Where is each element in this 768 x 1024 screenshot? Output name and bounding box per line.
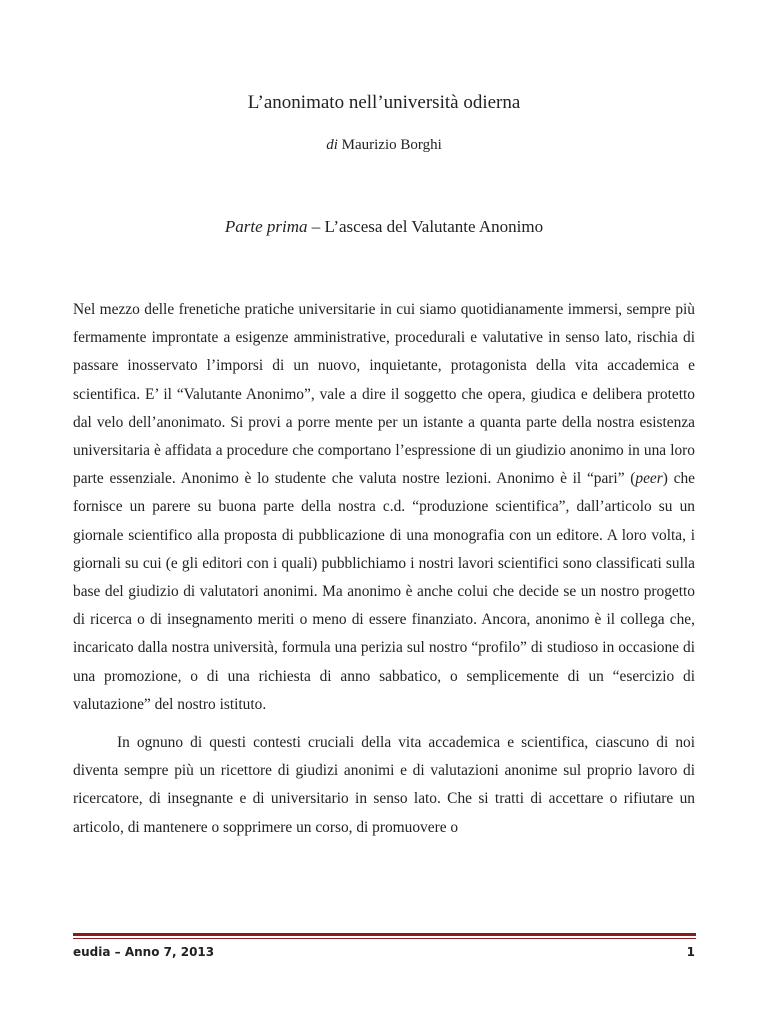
author-name: Maurizio Borghi [337,137,442,153]
section-heading-italic: Parte prima [224,217,308,236]
author-line [0,137,768,154]
page-number: 1 [686,945,695,959]
footer-rule-thin [73,938,696,939]
body-text [73,296,695,842]
section-heading [0,217,768,237]
paragraph-1 [73,296,695,719]
document-title: L’anonimato nell’università odierna [247,92,521,113]
author-prefix: di [326,137,338,153]
section-heading-rest: – L’ascesa del Valutante Anonimo [307,217,544,236]
paragraph-1-part-b: ) che fornisce un parere su buona parte della nostra c.d. “produzione scientifica”, dall’articolo su un giornale scientifico alla proposta di pubblicazione di una monografia con un editore. A loro volta, i giornali su cui (e gli editori con i quali) pubblichiamo i nostri lavori scientifici sono classificati sulla base del giudizio di valutatori anonimi. Ma anonimo è anche colui che decide se un nostro progetto di ricerca o di insegnamento meriti o meno di essere finanziato. Ancora, anonimo è il collega che, incaricato dalla nostra università, formula una perizia sul nostro “profilo” di studioso in occasione di una promozione, o di una richiesta di anno sabbatico, o semplicemente di un “esercizio di valutazione” del nostro istituto. [73,470,695,713]
paragraph-1-italic: peer [635,470,663,488]
footer-journal: eudia – Anno 7, 2013 [73,945,215,959]
paragraph-2: In ognuno di questi contesti cruciali della vita accademica e scientifica, ciascuno di noi diventa sempre più un ricettore di giudizi anonimi e di valutazioni anonime sul proprio lavoro di ricercatore, di insegnante e di universitario in senso lato. Che si tratti di accettare o rifiutare un articolo, di mantenere o sopprimere un corso, di promuovere o [73,734,695,836]
paragraph-1-part-a: Nel mezzo delle frenetiche pratiche universitarie in cui siamo quotidianamente immersi, sempre più fermamente improntate a esigenze amministrative, procedurali e valutative in senso lato, rischia di passare inosservato l’imporsi di un nuovo, inquietante, protagonista della vita accademica e scientifica. E’ il “Valutante Anonimo”, vale a dire il soggetto che opera, giudica e delibera protetto dal velo dell’anonimato. Si provi a porre mente per un istante a quanta parte della nostra esistenza universitaria è affidata a procedure che comportano l’espressione di un giudizio anonimo in una loro parte essenziale. Anonimo è lo studente che valuta nostre lezioni. Anonimo è il “pari” ( [73,301,695,488]
footer-rule-thick [73,933,696,936]
